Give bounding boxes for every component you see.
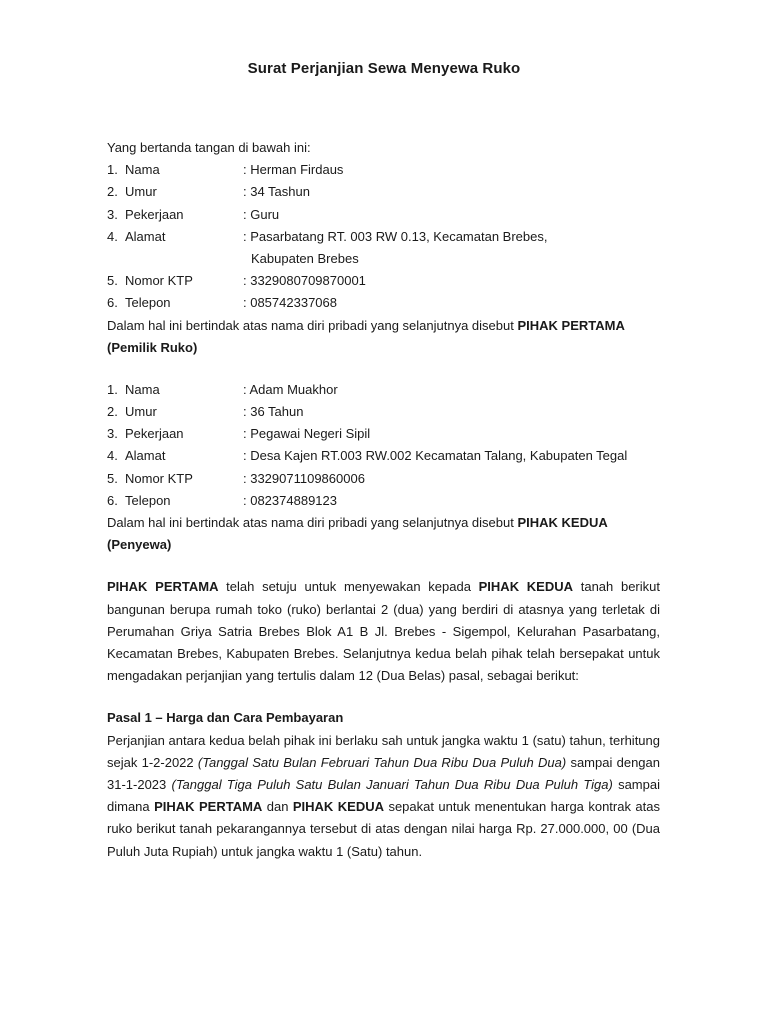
start-date-words: (Tanggal Satu Bulan Februari Tahun Dua Ribu Dua Puluh Dua) (197, 754, 567, 770)
party2-designation: PIHAK KEDUA (517, 515, 608, 531)
field-value: : Pasarbatang RT. 003 RW 0.13, Kecamatan Brebes, (243, 228, 548, 244)
party1-statement (107, 315, 660, 337)
spacer (107, 687, 660, 707)
field-value: : 085742337068 (243, 295, 337, 311)
document-body (107, 137, 660, 863)
party2-row-age (107, 401, 660, 423)
field-value: : Desa Kajen RT.003 RW.002 Kecamatan Talang, Kabupaten Tegal (243, 448, 628, 464)
field-label: Pekerjaan (125, 426, 184, 442)
field-label: Telepon (125, 295, 171, 311)
party1-ref: PIHAK PERTAMA (154, 799, 263, 815)
field-label: Pekerjaan (125, 206, 184, 222)
statement-text: Dalam hal ini bertindak atas nama diri pribadi yang selanjutnya disebut (107, 317, 518, 333)
row-number: 3. (107, 206, 118, 222)
pasal1-paragraph (107, 730, 660, 863)
party1-details (107, 159, 660, 359)
pasal1-heading: Pasal 1 – Harga dan Cara Pembayaran (107, 710, 344, 726)
party1-row-occupation (107, 204, 660, 226)
party1-row-address (107, 226, 660, 248)
intro-line: Yang bertanda tangan di bawah ini: (107, 140, 311, 155)
field-value: : 34 Tashun (243, 184, 310, 200)
statement-text: Dalam hal ini bertindak atas nama diri pribadi yang selanjutnya disebut (107, 515, 518, 531)
party1-role: (Pemilik Ruko) (107, 339, 198, 355)
row-number: 6. (107, 492, 118, 508)
pasal1-text: sepakat untuk menentukan harga kontrak atas ruko berikut tanah pekarangannya tersebut di atas dengan nilai harga Rp. 27.000.000, 00 (Dua Puluh Juta Rupiah) untuk jangka waktu 1 (Satu) tahun. (107, 799, 660, 859)
field-label: Telepon (125, 492, 171, 508)
field-label: Nama (125, 381, 160, 397)
row-number: 2. (107, 404, 118, 420)
party1-ref: PIHAK PERTAMA (107, 579, 219, 595)
party1-row-age (107, 181, 660, 203)
party2-statement (107, 512, 660, 534)
party1-row-ktp (107, 270, 660, 292)
field-value: : Herman Firdaus (243, 162, 344, 178)
field-value: : 3329071109860006 (243, 470, 365, 486)
field-label: Umur (125, 404, 157, 420)
spacer (107, 359, 660, 379)
party1-address-continuation (107, 248, 660, 270)
spacer (107, 556, 660, 576)
field-value: : 3329080709870001 (243, 273, 366, 289)
field-label: Alamat (125, 448, 166, 464)
party1-row-name (107, 159, 660, 181)
party2-row-phone (107, 490, 660, 512)
row-number: 4. (107, 228, 118, 244)
field-label: Nama (125, 162, 160, 178)
row-number: 1. (107, 381, 118, 397)
row-number: 4. (107, 448, 118, 464)
party1-designation: PIHAK PERTAMA (517, 317, 625, 333)
field-value: : Guru (243, 206, 280, 222)
row-number: 5. (107, 470, 118, 486)
row-number: 3. (107, 426, 118, 442)
field-label: Nomor KTP (125, 273, 193, 289)
end-date-words: (Tanggal Tiga Puluh Satu Bulan Januari Tahun Dua Ribu Dua Puluh Tiga) (171, 777, 613, 793)
field-label: Alamat (125, 228, 166, 244)
row-number: 1. (107, 162, 118, 178)
field-value: : Adam Muakhor (243, 381, 338, 397)
document-title: Surat Perjanjian Sewa Menyewa Ruko (247, 60, 521, 77)
agreement-text: telah setuju untuk menyewakan kepada (218, 579, 479, 595)
agreement-paragraph (107, 576, 660, 687)
field-value: : 082374889123 (243, 492, 337, 508)
pasal1-text: Perjanjian antara kedua belah pihak ini berlaku sah untuk jangka waktu 1 (satu) tahun, terhitung sejak 1-2-2022 (107, 732, 660, 770)
row-number: 6. (107, 295, 118, 311)
party2-row-ktp (107, 468, 660, 490)
field-value-continued: Kabupaten Brebes (251, 250, 359, 266)
party2-row-occupation (107, 423, 660, 445)
row-number: 5. (107, 273, 118, 289)
pasal1-text: dan (262, 799, 293, 815)
party2-ref: PIHAK KEDUA (292, 799, 384, 815)
pasal1-text: sampai dengan 31-1-2023 (107, 754, 660, 793)
party2-role: (Penyewa) (107, 537, 172, 553)
party2-row-name (107, 379, 660, 401)
party2-ref: PIHAK KEDUA (478, 579, 574, 595)
party2-details (107, 379, 660, 557)
row-number: 2. (107, 184, 118, 200)
field-label: Nomor KTP (125, 470, 193, 486)
pasal1-text: sampai dimana (107, 777, 660, 815)
party1-row-phone (107, 292, 660, 314)
agreement-text: tanah berikut bangunan berupa rumah toko (ruko) berlantai 2 (dua) yang berdiri di atasnya yang terletak di Perumahan Griya Satria Brebes Blok A1 B Jl. Brebes - Sigempol, Kelurahan Pasarbatang, Kecamatan Brebes, Kabupaten Brebes. Selanjutnya kedua belah pihak telah bersepakat untuk mengadakan perjanjian yang tertulis dalam 12 (Dua Belas) pasal, sebagai berikut: (107, 579, 660, 684)
field-value: : 36 Tahun (243, 404, 304, 420)
field-label: Umur (125, 184, 157, 200)
field-value: : Pegawai Negeri Sipil (243, 426, 371, 442)
party2-row-address (107, 445, 660, 467)
